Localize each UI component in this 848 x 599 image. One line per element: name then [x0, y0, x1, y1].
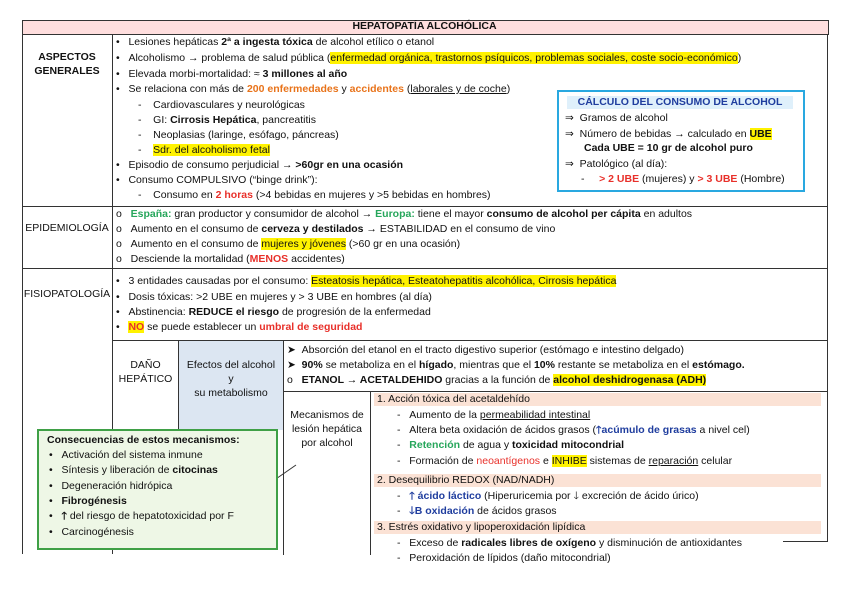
- list-item: ➤ 90% se metaboliza en el hígado, mientras que el 10% restante se metaboliza en el estómago.: [287, 359, 745, 371]
- list-item: • Elevada morbi-mortalidad: ≈ 3 millones al año: [116, 68, 348, 80]
- list-item: o Desciende la mortalidad (MENOS accidentes): [116, 253, 345, 265]
- row-divider: [22, 268, 828, 269]
- page-title: HEPATOPATÍA ALCOHÓLICA: [352, 20, 497, 32]
- label-fisiopatologia: FISIOPATOLOGÍA: [23, 288, 111, 300]
- list-item: - Retención de agua y toxicidad mitocondrial: [397, 439, 625, 451]
- list-item: - Exceso de radicales libres de oxígeno y disminución de antioxidantes: [397, 537, 742, 549]
- list-item: - Peroxidación de lípidos (daño mitocondrial): [397, 552, 611, 564]
- label-epidemiologia: EPIDEMIOLOGÍA: [25, 222, 109, 234]
- list-item: - Cardiovasculares y neurológicas: [138, 99, 305, 111]
- consecuencias-title: Consecuencias de estos mecanismos:: [47, 434, 240, 446]
- list-item: - > 2 UBE (mujeres) y > 3 UBE (Hombre): [581, 173, 785, 185]
- label-mecanismos: Mecanismos de lesión hepática por alcohol: [290, 409, 364, 449]
- row-divider: [22, 206, 828, 207]
- list-item: ⇒ Patológico (al día):: [565, 158, 668, 170]
- list-item: - Sdr. del alcoholismo fetal: [138, 144, 270, 156]
- label-aspectos: ASPECTOS GENERALES: [34, 51, 100, 77]
- list-item: o España: gran productor y consumidor de alcohol → Europa: tiene el mayor consumo de alcohol per cápita en adultos: [116, 208, 693, 220]
- list-item: ⇒ Número de bebidas → calculado en UBE: [565, 128, 772, 140]
- list-item: • Consumo COMPULSIVO (“binge drink”):: [116, 174, 318, 186]
- list-item: • 🡑 del riesgo de hepatotoxicidad por F: [49, 510, 234, 522]
- list-item: ➤ Absorción del etanol en el tracto digestivo superior (estómago e intestino delgado): [287, 344, 684, 356]
- list-item: • Episodio de consumo perjudicial → >60gr en una ocasión: [116, 159, 404, 171]
- list-item: o Aumento en el consumo de cerveza y destilados → ESTABILIDAD en el consumo de vino: [116, 223, 556, 235]
- list-item: - Altera beta oxidación de ácidos grasos (🡑acúmulo de grasas a nivel cel): [397, 424, 750, 436]
- calculo-title: CÁLCULO DEL CONSUMO DE ALCOHOL: [567, 96, 793, 109]
- consecuencias-box: [37, 429, 278, 550]
- list-item: • NO se puede establecer un umbral de seguridad: [116, 321, 363, 333]
- list-item: • 3 entidades causadas por el consumo: Esteatosis hepática, Esteatohepatitis alcohólica, Cirrosis hepática: [116, 275, 617, 287]
- list-item: o Aumento en el consumo de mujeres y jóvenes (>60 gr en una ocasión): [116, 238, 461, 250]
- list-item: • Dosis tóxicas: >2 UBE en mujeres y > 3 UBE en hombres (al día): [116, 291, 432, 303]
- list-item: - 🡓B oxidación de ácidos grasos: [397, 505, 557, 517]
- list-item: ⇒ Gramos de alcohol: [565, 112, 668, 124]
- list-item: • Lesiones hepáticas 2ª a ingesta tóxica de alcohol etílico o etanol: [116, 36, 435, 48]
- list-item: • Degeneración hidrópica: [49, 480, 173, 492]
- mecanismo-header: 3. Estrés oxidativo y lipoperoxidación lipídica: [377, 521, 586, 533]
- list-item: - Formación de neoantígenos e INHIBE sistemas de reparación celular: [397, 455, 733, 467]
- mecanismo-header: 2. Desequilibrio REDOX (NAD/NADH): [377, 474, 555, 486]
- list-item: - Neoplasias (laringe, esófago, páncreas): [138, 129, 339, 141]
- list-item: - GI: Cirrosis Hepática, pancreatitis: [138, 114, 316, 126]
- col-divider: [370, 391, 371, 555]
- label-efectos: Efectos del alcohol y su metabolismo: [186, 359, 276, 399]
- list-item: • Activación del sistema inmune: [49, 449, 203, 461]
- list-item: o ETANOL → ACETALDEHIDO gracias a la función de alcohol deshidrogenasa (ADH): [287, 374, 707, 386]
- row-divider: [783, 541, 828, 542]
- list-item: • Fibrogénesis: [49, 495, 127, 507]
- list-item: Cada UBE = 10 gr de alcohol puro: [584, 142, 753, 154]
- list-item: • Se relaciona con más de 200 enfermedades y accidentes (laborales y de coche): [116, 83, 511, 95]
- col-divider: [827, 34, 828, 542]
- list-item: • Síntesis y liberación de citocinas: [49, 464, 218, 476]
- list-item: • Alcoholismo → problema de salud pública (enfermedad orgánica, trastornos psíquicos, problemas sociales, coste socio-económico): [116, 52, 742, 64]
- list-item: - Aumento de la permeabilidad intestinal: [397, 409, 591, 421]
- mecanismo-header: 1. Acción tóxica del acetaldehído: [377, 393, 530, 405]
- row-divider: [283, 391, 828, 392]
- list-item: • Abstinencia: REDUCE el riesgo de progresión de la enfermedad: [116, 306, 431, 318]
- label-dano-hepatico: DAÑO HEPÁTICO: [118, 359, 173, 385]
- calculo-box: [557, 90, 805, 192]
- list-item: • Carcinogénesis: [49, 526, 134, 538]
- list-item: - Consumo en 2 horas (>4 bebidas en mujeres y >5 bebidas en hombres): [138, 189, 491, 201]
- list-item: - 🡑 ácido láctico (Hiperuricemia por 🡓 excreción de ácido úrico): [397, 490, 699, 502]
